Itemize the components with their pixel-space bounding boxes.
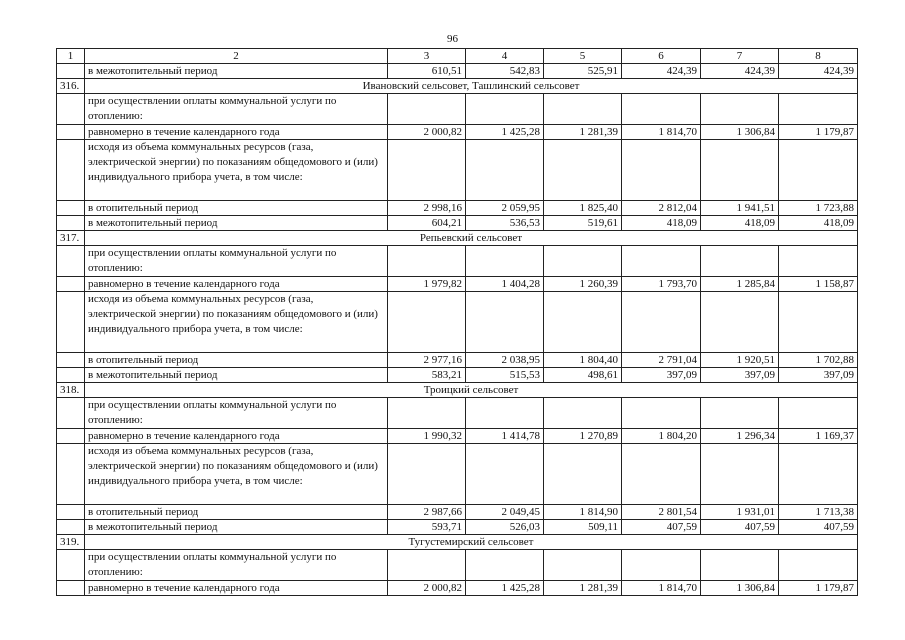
empty-cell — [779, 292, 858, 353]
empty-cell — [466, 94, 544, 125]
table-row — [57, 216, 858, 231]
section-row — [57, 231, 858, 246]
value-cell: 1 281,39 — [544, 125, 622, 140]
value-cell: 1 158,87 — [779, 277, 858, 292]
value-cell: 418,09 — [622, 216, 701, 231]
value-cell: 1 990,32 — [388, 429, 466, 444]
value-cell: 424,39 — [779, 64, 858, 79]
empty-cell — [544, 550, 622, 581]
value-cell: 610,51 — [388, 64, 466, 79]
row-description: в межотопительный период — [85, 368, 388, 383]
row-number — [57, 550, 85, 581]
empty-cell — [388, 94, 466, 125]
row-description: исходя из объема коммунальных ресурсов (газа, электрической энергии) по показаниям общедомового и (или) индивидуального прибора учета, в том числе: — [85, 444, 388, 505]
empty-cell — [779, 140, 858, 201]
table-row — [57, 353, 858, 368]
value-cell: 1 814,90 — [544, 505, 622, 520]
value-cell: 1 306,84 — [701, 581, 779, 596]
header-cell: 7 — [701, 49, 779, 64]
section-title: Ивановский сельсовет, Ташлинский сельсовет — [85, 79, 858, 94]
value-cell: 2 998,16 — [388, 201, 466, 216]
empty-cell — [466, 398, 544, 429]
row-description: при осуществлении оплаты коммунальной услуги по отоплению: — [85, 94, 388, 125]
header-cell: 3 — [388, 49, 466, 64]
empty-cell — [779, 398, 858, 429]
value-cell: 397,09 — [622, 368, 701, 383]
row-description: в отопительный период — [85, 353, 388, 368]
value-cell: 1 804,40 — [544, 353, 622, 368]
value-cell: 1 941,51 — [701, 201, 779, 216]
description-row — [57, 292, 858, 353]
section-title: Тугустемирский сельсовет — [85, 535, 858, 550]
header-cell: 1 — [57, 49, 85, 64]
value-cell: 1 425,28 — [466, 125, 544, 140]
value-cell: 2 987,66 — [388, 505, 466, 520]
value-cell: 424,39 — [701, 64, 779, 79]
empty-cell — [466, 550, 544, 581]
row-description: равномерно в течение календарного года — [85, 429, 388, 444]
value-cell: 424,39 — [622, 64, 701, 79]
value-cell: 604,21 — [388, 216, 466, 231]
table-body — [57, 49, 858, 596]
value-cell: 509,11 — [544, 520, 622, 535]
row-number — [57, 140, 85, 201]
value-cell: 1 425,28 — [466, 581, 544, 596]
value-cell: 2 000,82 — [388, 581, 466, 596]
row-number — [57, 64, 85, 79]
row-description: исходя из объема коммунальных ресурсов (газа, электрической энергии) по показаниям общедомового и (или) индивидуального прибора учета, в том числе: — [85, 140, 388, 201]
empty-cell — [701, 398, 779, 429]
row-number — [57, 398, 85, 429]
value-cell: 1 793,70 — [622, 277, 701, 292]
table-row — [57, 505, 858, 520]
empty-cell — [466, 140, 544, 201]
empty-cell — [701, 94, 779, 125]
empty-cell — [622, 246, 701, 277]
value-cell: 1 702,88 — [779, 353, 858, 368]
row-number — [57, 94, 85, 125]
empty-cell — [701, 550, 779, 581]
empty-cell — [701, 292, 779, 353]
value-cell: 407,59 — [701, 520, 779, 535]
value-cell: 397,09 — [701, 368, 779, 383]
row-number — [57, 246, 85, 277]
value-cell: 2 059,95 — [466, 201, 544, 216]
empty-cell — [779, 246, 858, 277]
value-cell: 1 270,89 — [544, 429, 622, 444]
row-description: равномерно в течение календарного года — [85, 125, 388, 140]
empty-cell — [779, 444, 858, 505]
header-cell: 6 — [622, 49, 701, 64]
description-row — [57, 246, 858, 277]
tariff-table — [56, 48, 858, 596]
section-number: 319. — [57, 535, 85, 550]
value-cell: 1 296,34 — [701, 429, 779, 444]
value-cell: 1 713,38 — [779, 505, 858, 520]
row-number — [57, 520, 85, 535]
value-cell: 2 000,82 — [388, 125, 466, 140]
value-cell: 1 260,39 — [544, 277, 622, 292]
row-number — [57, 277, 85, 292]
row-description: в межотопительный период — [85, 520, 388, 535]
value-cell: 2 049,45 — [466, 505, 544, 520]
empty-cell — [622, 140, 701, 201]
section-row — [57, 383, 858, 398]
empty-cell — [388, 292, 466, 353]
value-cell: 407,59 — [779, 520, 858, 535]
section-row — [57, 535, 858, 550]
value-cell: 1 920,51 — [701, 353, 779, 368]
value-cell: 2 801,54 — [622, 505, 701, 520]
section-number: 318. — [57, 383, 85, 398]
value-cell: 1 179,87 — [779, 581, 858, 596]
empty-cell — [388, 398, 466, 429]
description-row — [57, 94, 858, 125]
section-title: Троицкий сельсовет — [85, 383, 858, 398]
value-cell: 498,61 — [544, 368, 622, 383]
row-number — [57, 292, 85, 353]
empty-cell — [544, 292, 622, 353]
value-cell: 1 404,28 — [466, 277, 544, 292]
empty-cell — [544, 398, 622, 429]
empty-cell — [622, 398, 701, 429]
table-row — [57, 64, 858, 79]
value-cell: 1 285,84 — [701, 277, 779, 292]
section-title: Репьевский сельсовет — [85, 231, 858, 246]
row-number — [57, 216, 85, 231]
value-cell: 2 812,04 — [622, 201, 701, 216]
value-cell: 515,53 — [466, 368, 544, 383]
value-cell: 1 825,40 — [544, 201, 622, 216]
row-number — [57, 505, 85, 520]
row-description: в отопительный период — [85, 505, 388, 520]
row-number — [57, 429, 85, 444]
value-cell: 1 414,78 — [466, 429, 544, 444]
row-number — [57, 444, 85, 505]
row-description: при осуществлении оплаты коммунальной услуги по отоплению: — [85, 398, 388, 429]
table-row — [57, 277, 858, 292]
description-row — [57, 398, 858, 429]
row-description: исходя из объема коммунальных ресурсов (газа, электрической энергии) по показаниям общедомового и (или) индивидуального прибора учета, в том числе: — [85, 292, 388, 353]
column-number-header — [57, 49, 858, 64]
row-number — [57, 353, 85, 368]
section-row — [57, 79, 858, 94]
value-cell: 407,59 — [622, 520, 701, 535]
value-cell: 1 814,70 — [622, 125, 701, 140]
empty-cell — [466, 444, 544, 505]
table-row — [57, 201, 858, 216]
empty-cell — [388, 444, 466, 505]
row-number — [57, 581, 85, 596]
row-number — [57, 368, 85, 383]
row-description: при осуществлении оплаты коммунальной услуги по отоплению: — [85, 246, 388, 277]
value-cell: 2 977,16 — [388, 353, 466, 368]
header-cell: 8 — [779, 49, 858, 64]
value-cell: 2 038,95 — [466, 353, 544, 368]
value-cell: 1 169,37 — [779, 429, 858, 444]
value-cell: 1 179,87 — [779, 125, 858, 140]
empty-cell — [388, 140, 466, 201]
empty-cell — [622, 550, 701, 581]
value-cell: 536,53 — [466, 216, 544, 231]
row-description: в межотопительный период — [85, 64, 388, 79]
value-cell: 2 791,04 — [622, 353, 701, 368]
table-row — [57, 429, 858, 444]
value-cell: 525,91 — [544, 64, 622, 79]
value-cell: 1 814,70 — [622, 581, 701, 596]
row-description: равномерно в течение календарного года — [85, 581, 388, 596]
value-cell: 1 979,82 — [388, 277, 466, 292]
header-cell: 4 — [466, 49, 544, 64]
empty-cell — [779, 550, 858, 581]
value-cell: 1 804,20 — [622, 429, 701, 444]
empty-cell — [388, 550, 466, 581]
section-number: 317. — [57, 231, 85, 246]
value-cell: 583,21 — [388, 368, 466, 383]
row-description: при осуществлении оплаты коммунальной услуги по отоплению: — [85, 550, 388, 581]
empty-cell — [544, 246, 622, 277]
empty-cell — [779, 94, 858, 125]
empty-cell — [622, 444, 701, 505]
table-row — [57, 581, 858, 596]
row-number — [57, 201, 85, 216]
empty-cell — [544, 94, 622, 125]
empty-cell — [622, 94, 701, 125]
value-cell: 542,83 — [466, 64, 544, 79]
value-cell: 397,09 — [779, 368, 858, 383]
row-number — [57, 125, 85, 140]
row-description: в отопительный период — [85, 201, 388, 216]
page-number: 96 — [447, 33, 458, 45]
header-cell: 5 — [544, 49, 622, 64]
section-number: 316. — [57, 79, 85, 94]
table-row — [57, 368, 858, 383]
value-cell: 1 281,39 — [544, 581, 622, 596]
table-row — [57, 125, 858, 140]
empty-cell — [701, 444, 779, 505]
value-cell: 593,71 — [388, 520, 466, 535]
table-row — [57, 520, 858, 535]
description-row — [57, 140, 858, 201]
value-cell: 1 931,01 — [701, 505, 779, 520]
value-cell: 526,03 — [466, 520, 544, 535]
row-description: в межотопительный период — [85, 216, 388, 231]
value-cell: 1 723,88 — [779, 201, 858, 216]
value-cell: 418,09 — [701, 216, 779, 231]
description-row — [57, 550, 858, 581]
row-description: равномерно в течение календарного года — [85, 277, 388, 292]
value-cell: 418,09 — [779, 216, 858, 231]
empty-cell — [701, 140, 779, 201]
value-cell: 519,61 — [544, 216, 622, 231]
description-row — [57, 444, 858, 505]
empty-cell — [388, 246, 466, 277]
empty-cell — [622, 292, 701, 353]
value-cell: 1 306,84 — [701, 125, 779, 140]
empty-cell — [701, 246, 779, 277]
header-cell: 2 — [85, 49, 388, 64]
empty-cell — [544, 444, 622, 505]
empty-cell — [544, 140, 622, 201]
empty-cell — [466, 292, 544, 353]
empty-cell — [466, 246, 544, 277]
